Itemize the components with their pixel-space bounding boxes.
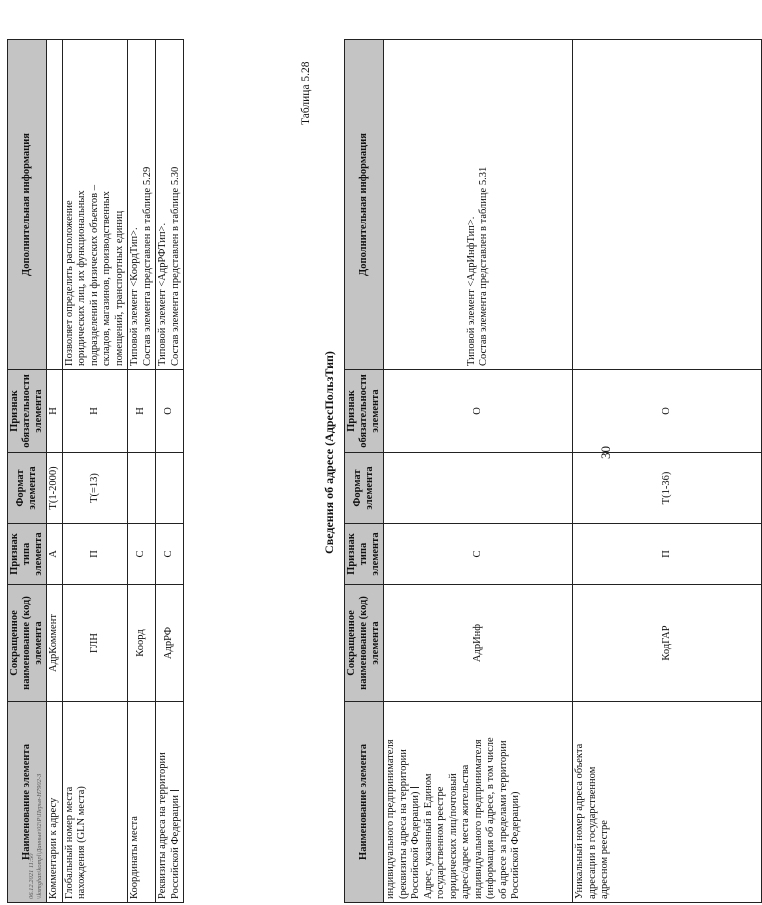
table-row (62, 40, 128, 903)
column-header: Наименование элемента (345, 702, 384, 903)
info-line: Состав элемента представлен в таблице 5.31 (478, 166, 489, 366)
element-name-line: индивидуального предпринимателя (472, 739, 484, 899)
format-cell (128, 453, 156, 524)
element-name-line: индивидуального предпринимателя (385, 739, 396, 899)
table-row (156, 40, 184, 903)
margin-mark (410, 787, 419, 788)
table-header-row (345, 40, 384, 903)
element-name-line: государственном реестре (435, 786, 446, 899)
format-cell (156, 453, 184, 524)
continued-table (344, 39, 762, 903)
element-name-line: об адресе за пределами территории (497, 740, 509, 899)
element-name-cell (128, 702, 156, 903)
table-row (573, 40, 762, 903)
info-line: Типовой элемент <АдрИнфТип>. (465, 216, 477, 366)
table-row (47, 40, 63, 903)
format-cell: T(1-36) (573, 453, 762, 524)
info-line: Позволяет определить расположение (63, 200, 75, 366)
column-header: Дополнительная информация (8, 40, 47, 370)
info-line: помещений, транспортных единиц (113, 210, 125, 366)
element-name-line: (информация об адресе, в том числе (485, 737, 496, 899)
required-cell: О (156, 370, 184, 453)
stamp-line: 06.12.2021 11:50 (28, 853, 35, 899)
type-cell: П (62, 524, 128, 585)
stamp-line: \\ksmghan\kompl\Данные\02\Р\Перья-Н7902-3 (36, 773, 43, 899)
column-header: Формат элемента (345, 453, 384, 524)
info-line: Типовой элемент <АдрРФТип>. (157, 222, 168, 366)
additional-info-cell (573, 40, 762, 370)
element-name-line: нахождения (GLN места) (76, 786, 87, 899)
table-title: Сведения об адресе (АдресПользТип) (322, 351, 336, 554)
required-cell: Н (128, 370, 156, 453)
element-name-line: Координаты места (129, 816, 140, 899)
column-header: Признак типа элемента (8, 524, 47, 585)
element-name-line: Комментарии к адресу (48, 797, 59, 899)
type-cell: А (47, 524, 63, 585)
type-cell: С (128, 524, 156, 585)
required-cell: Н (62, 370, 128, 453)
required-cell: О (573, 370, 762, 453)
code-cell: АдрКоммент (47, 585, 63, 702)
column-header: Формат элемента (8, 453, 47, 524)
element-name-cell (62, 702, 128, 903)
required-cell: О (384, 370, 573, 453)
info-line: складов, магазинов, производственных (101, 191, 112, 366)
additional-info-cell (128, 40, 156, 370)
element-name-cell (47, 702, 63, 903)
additional-info-cell (62, 40, 128, 370)
code-cell: АдрРФ (156, 585, 184, 702)
column-header: Сокращенное наименование (код) элемента (345, 585, 384, 702)
required-cell: Н (47, 370, 63, 453)
element-name-line: адрес/адрес места жительства (460, 764, 471, 899)
element-name-cell (384, 702, 573, 903)
additional-info-cell (47, 40, 63, 370)
element-name-line: Российской Федерации) (510, 791, 521, 899)
column-header: Признак обязательности элемента (345, 370, 384, 453)
column-header: Сокращенное наименование (код) элемента (8, 585, 47, 702)
format-cell: T(1-2000) (47, 453, 63, 524)
column-header: Наименование элемента (8, 702, 47, 903)
table-row (384, 40, 573, 903)
file-stamp (28, 774, 44, 899)
element-name-line: Реквизиты адреса на территории (157, 752, 168, 899)
element-name-cell (156, 702, 184, 903)
info-line: Состав элемента представлен в таблице 5.29 (141, 166, 153, 366)
element-name-line: Глобальный номер места (63, 786, 75, 899)
page-number: 30 (598, 446, 613, 459)
info-line: юридических лиц, их функциональных (76, 190, 87, 366)
code-cell: АдрИнф (384, 585, 573, 702)
element-name-cell (573, 702, 762, 903)
element-name-line: Адрес, указанный в Едином (422, 773, 434, 899)
column-header: Признак обязательности элемента (8, 370, 47, 453)
table-number: Таблица 5.28 (300, 61, 312, 125)
element-name-line: адресном реестре (599, 820, 610, 899)
format-cell (384, 453, 573, 524)
element-name-line: Уникальный номер адреса объекта (574, 743, 585, 899)
additional-info-cell (384, 40, 573, 370)
type-cell: П (573, 524, 762, 585)
info-line: подразделений и физических объектов – (88, 185, 100, 366)
code-cell: Коорд (128, 585, 156, 702)
code-cell: КодГАР (573, 585, 762, 702)
element-name-line: адресации в государственном (586, 766, 598, 899)
element-name-line: юридических лиц/почтовый (447, 773, 459, 899)
element-name-line: Российской Федерации) (410, 791, 421, 899)
table-row (128, 40, 156, 903)
info-line: Типовой элемент <КоордТип>. (129, 227, 140, 366)
info-line: Состав элемента представлен в таблице 5.30 (169, 166, 181, 366)
type-cell: С (384, 524, 573, 585)
element-name-line: (реквизиты адреса на территории (397, 749, 409, 899)
column-header: Признак типа элемента (345, 524, 384, 585)
format-cell: T(=13) (62, 453, 128, 524)
type-cell: С (156, 524, 184, 585)
column-header: Дополнительная информация (345, 40, 384, 370)
code-cell: ГЛН (62, 585, 128, 702)
margin-mark (170, 790, 179, 791)
additional-info-cell (156, 40, 184, 370)
element-name-line: Российской Федерации (169, 795, 181, 899)
